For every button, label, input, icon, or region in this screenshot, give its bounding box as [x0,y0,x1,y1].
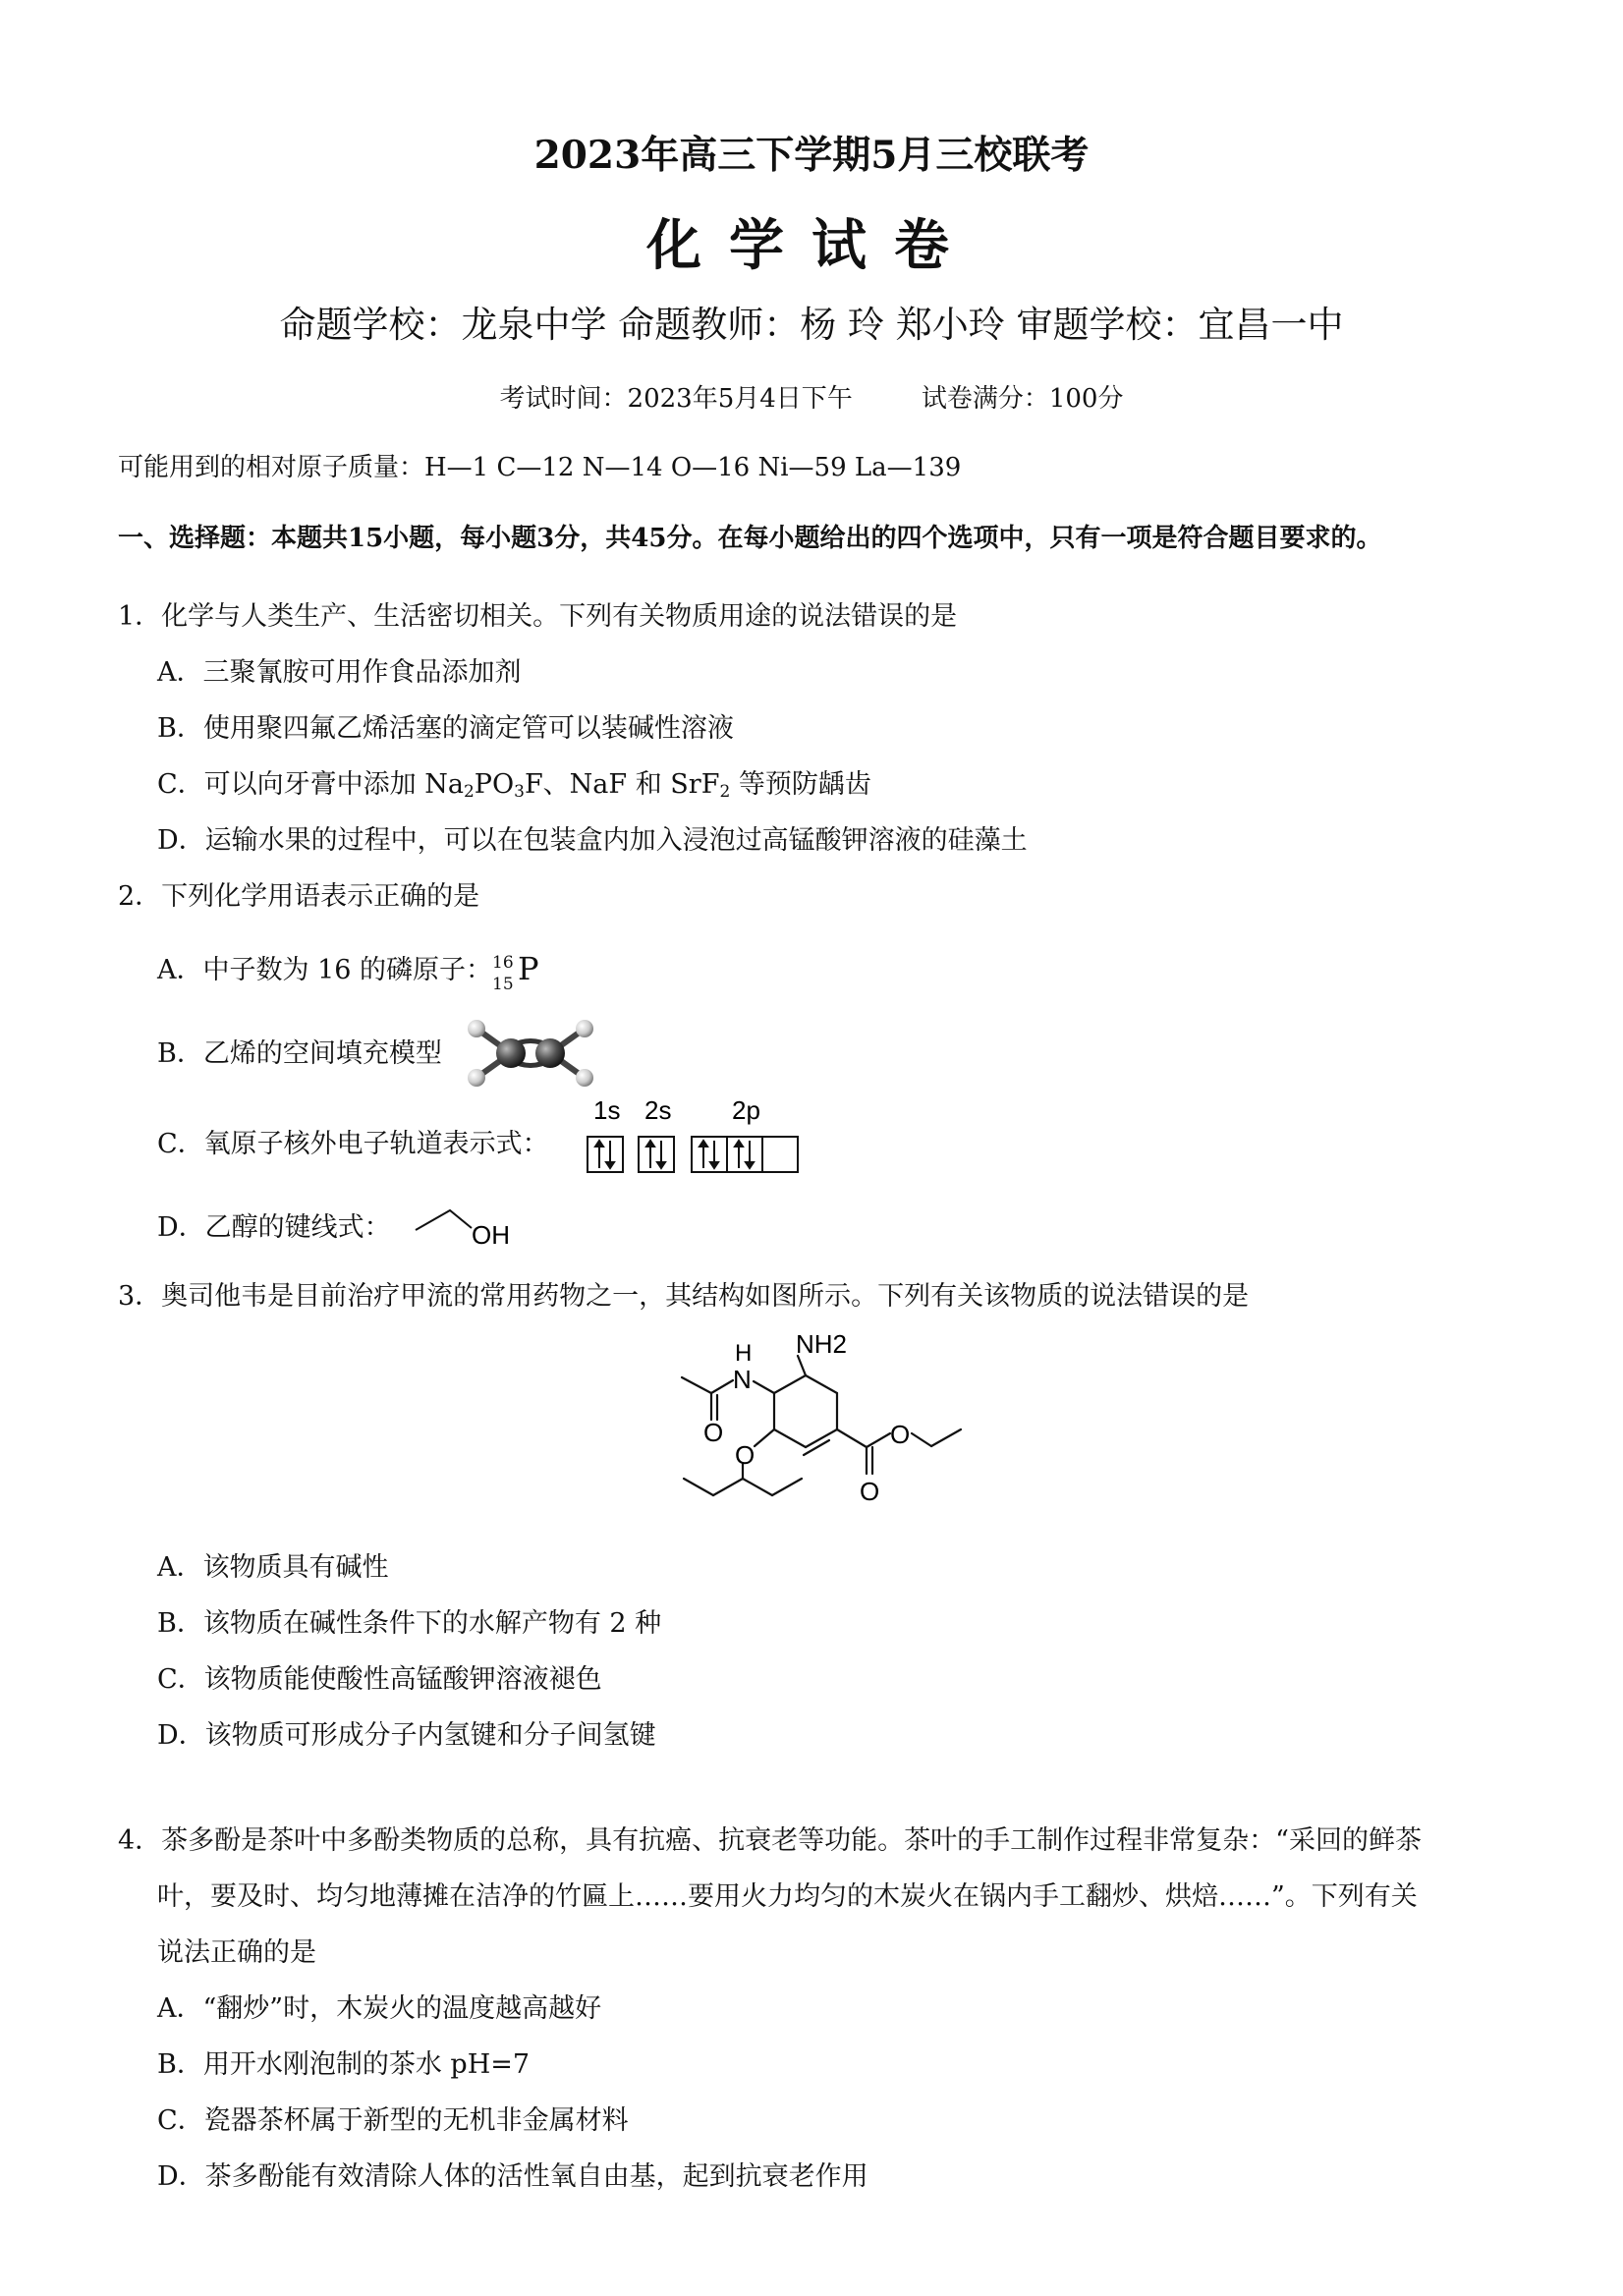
q2-option-b: B．乙烯的空间填充模型 [157,1038,442,1069]
ester-o-label: O [890,1420,911,1449]
carbonyl-o-label: O [860,1477,880,1506]
atomic-number: 15 [492,975,514,994]
q1-c-sub2: 3 [514,782,525,802]
q1-option-a: A．三聚氰胺可用作食品添加剂 [157,657,522,688]
q1-c-part4: 等预防龋齿 [730,769,871,800]
q1-c-part1: C．可以向牙膏中添加 Na [157,769,464,800]
q2-option-d: D．乙醇的键线式： [157,1212,391,1243]
ether-o-label: O [735,1440,756,1470]
q1-stem: 1．化学与人类生产、生活密切相关。下列有关物质用途的说法错误的是 [118,601,958,632]
nh2-label: NH2 [796,1329,848,1359]
ethanol-skeletal-formula [413,1199,531,1248]
ethanol-oh-label: OH [472,1220,510,1248]
exam-time: 考试时间：2023年5月4日下午 [499,384,853,414]
oseltamivir-structure [648,1321,982,1533]
orbital-label-2p: 2p [732,1095,760,1125]
q1-option-d: D．运输水果的过程中，可以在包装盒内加入浸泡过高锰酸钾溶液的硅藻土 [157,825,1028,856]
orbital-label-2s: 2s [644,1095,672,1125]
orbital-label-1s: 1s [593,1095,621,1125]
q1-option-c [157,767,871,803]
q2-stem: 2．下列化学用语表示正确的是 [118,881,480,912]
q1-c-part2: PO [474,769,515,800]
q4-option-c: C．瓷器茶杯属于新型的无机非金属材料 [157,2105,629,2136]
h-label: H [735,1340,753,1367]
q2-option-a [157,950,551,994]
q4-stem-line1: 4．茶多酚是茶叶中多酚类物质的总称，具有抗癌、抗衰老等功能。茶叶的手工制作过程非常复杂：“采回的鲜茶 [118,1825,1422,1856]
q3-stem: 3．奥司他韦是目前治疗甲流的常用药物之一，其结构如图所示。下列有关该物质的说法错误的是 [118,1281,1250,1312]
full-score: 试卷满分：100分 [921,384,1124,414]
q4-option-b: B．用开水刚泡制的茶水 pH=7 [157,2049,531,2080]
q3-option-c: C．该物质能使酸性高锰酸钾溶液褪色 [157,1664,602,1695]
section-heading: 一、选择题：本题共15小题，每小题3分，共45分。在每小题给出的四个选项中，只有一项是符合题目要求的。 [118,524,1382,553]
n-label: N [733,1365,752,1394]
q1-option-b: B．使用聚四氟乙烯活塞的滴定管可以装碱性溶液 [157,713,734,744]
ethylene-space-filling-model [457,1014,604,1092]
q1-c-sub1: 2 [463,782,475,802]
mass-number: 16 [492,953,514,973]
q3-option-d: D．该物质可形成分子内氢键和分子间氢键 [157,1720,656,1751]
q1-c-part3: F、NaF 和 SrF [524,769,720,800]
q4-stem-line3: 说法正确的是 [157,1937,316,1968]
q3-option-a: A．该物质具有碱性 [157,1552,389,1583]
q4-option-a: A．“翻炒”时，木炭火的温度越高越好 [157,1993,602,2024]
oxygen-orbital-diagram [580,1095,815,1179]
q3-option-b: B．该物质在碱性条件下的水解产物有 2 种 [157,1608,662,1639]
authors-line: 命题学校：龙泉中学 命题教师：杨 玲 郑小玲 审题学校：宜昌一中 [279,304,1344,346]
atomic-masses: 可能用到的相对原子质量：H—1 C—12 N—14 O—16 Ni—59 La—139 [118,453,962,482]
amide-o-label: O [703,1418,724,1447]
q4-stem-line2: 叶，要及时、均匀地薄摊在洁净的竹匾上……要用火力均匀的木炭火在锅内手工翻炒、烘焙……”。下列有关 [157,1881,1418,1912]
exam-meta [0,381,1623,417]
subject-title: 化学试卷 [646,213,977,278]
q1-c-sub3: 2 [719,782,731,802]
exam-name: 2023年高三下学期5月三校联考 [533,133,1090,178]
q2-a-text: A．中子数为 16 的磷原子： [157,955,493,985]
q2-option-c: C．氧原子核外电子轨道表示式： [157,1129,549,1159]
element-symbol: P [518,950,539,987]
q4-option-d: D．茶多酚能有效清除人体的活性氧自由基，起到抗衰老作用 [157,2161,868,2192]
phosphorus-nuclide [492,950,551,994]
